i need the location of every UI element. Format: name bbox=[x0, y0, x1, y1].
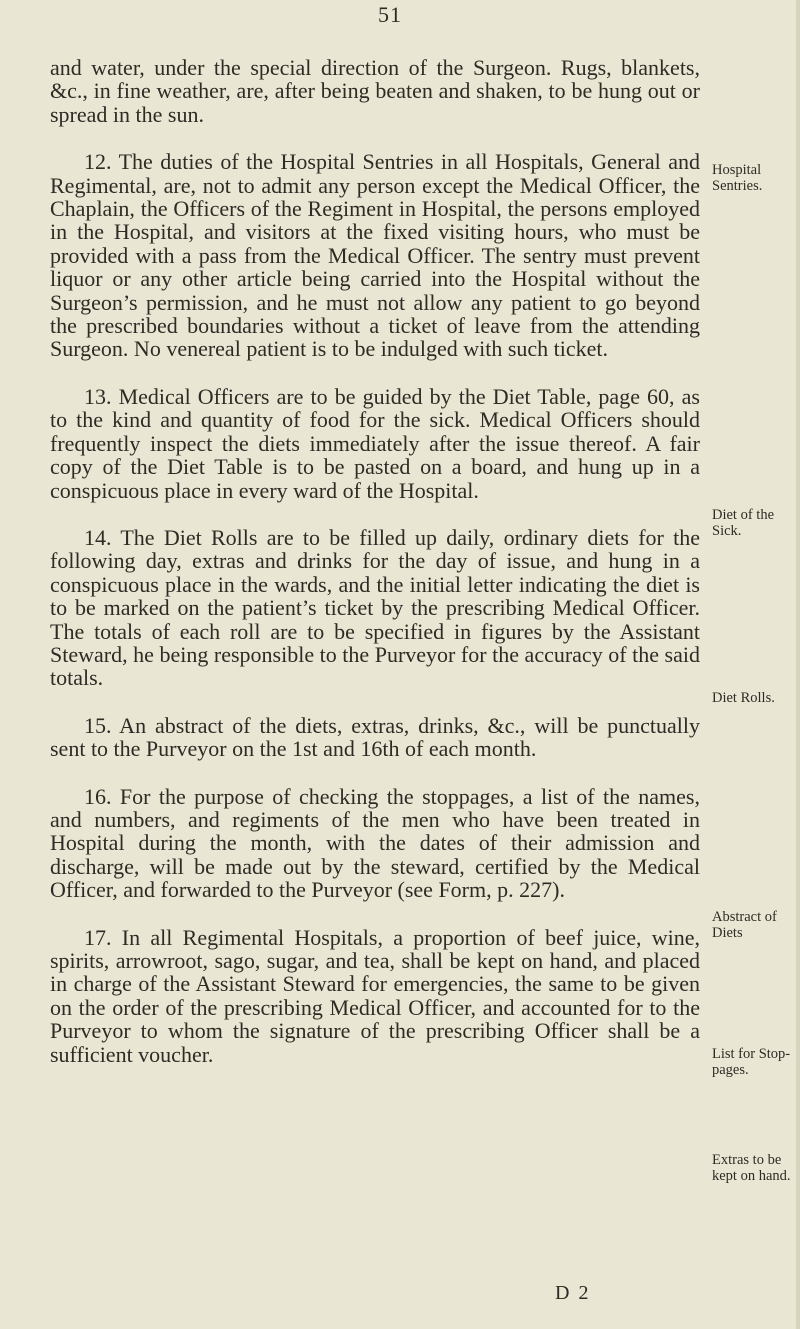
margin-note-hospital-sentries: Hospital Sentries. bbox=[712, 162, 763, 194]
margin-note-diet-of-sick: Diet of the Sick. bbox=[712, 507, 775, 539]
page-number: 51 bbox=[378, 2, 402, 27]
signature-mark: D 2 bbox=[555, 1282, 591, 1304]
paragraph-13: 13. Medical Officers are to be guided by the Diet Table, page 60, as to the kind and quantity of food for the sick. Medical Officers should frequently inspect the diets immediately after the issue thereof. A fair copy of the Diet Table is to be pasted on a board, and hung up in a conspicuous place in every ward of the Hospital. bbox=[50, 383, 700, 503]
page-edge bbox=[796, 0, 800, 1329]
paragraph-17: 17. In all Regimental Hospitals, a proportion of beef juice, wine, spirits, arrowroot, sago, sugar, and tea, shall be kept on hand, and placed in charge of the Assistant Steward for emergencies, the same to be given on the order of the prescribing Medical Officer, and accounted for to the Purveyor to whom the signature of the prescribing Officer shall be a sufficient voucher. bbox=[50, 924, 700, 1067]
paragraph-continued: and water, under the special direction of the Surgeon. Rugs, blankets, &c., in fine weather, are, after being beaten and shaken, to be hung out or spread in the sun. bbox=[50, 55, 700, 127]
margin-note-list-stoppages: List for Stop- pages. bbox=[712, 1046, 791, 1078]
paragraph-15: 15. An abstract of the diets, extras, drinks, &c., will be punctually sent to the Purveyor on the 1st and 16th of each month. bbox=[50, 712, 700, 762]
paragraph-12: 12. The duties of the Hospital Sentries in all Hospitals, General and Regimental, are, not to admit any person except the Medical Officer, the Chaplain, the Officers of the Regiment in Hospital, the persons employed in the Hospital, and visitors at the fixed visiting hours, who must be provided with a pass from the Medical Officer. The sentry must prevent liquor or any other article being carried into the Hospital without the Surgeon’s permission, and he must not allow any patient to go beyond the prescribed boundaries without a ticket of leave from the attending Surgeon. No venereal patient is to be indulged with such ticket. bbox=[50, 149, 700, 362]
paragraph-16: 16. For the purpose of checking the stoppages, a list of the names, and numbers, and regiments of the men who have been treated in Hospital during the month, with the dates of their admission and discharge, will be made out by the steward, certified by the Medical Officer, and forwarded to the Purveyor (see Form, p. 227). bbox=[50, 783, 700, 903]
margin-note-diet-rolls: Diet Rolls. bbox=[712, 690, 775, 706]
paragraph-14: 14. The Diet Rolls are to be filled up daily, ordinary diets for the following day, extras and drinks for the day of issue, and hung in a conspicuous place in the wards, and the initial letter indicating the diet is to be marked on the patient’s ticket by the prescribing Medical Officer. The totals of each roll are to be specified in figures by the Assistant Steward, he being responsible to the Purveyor for the accuracy of the said totals. bbox=[50, 524, 700, 691]
margin-note-extras-on-hand: Extras to be kept on hand. bbox=[712, 1152, 791, 1184]
body-text bbox=[50, 56, 700, 1066]
margin-note-abstract-diets: Abstract of Diets bbox=[712, 909, 777, 941]
